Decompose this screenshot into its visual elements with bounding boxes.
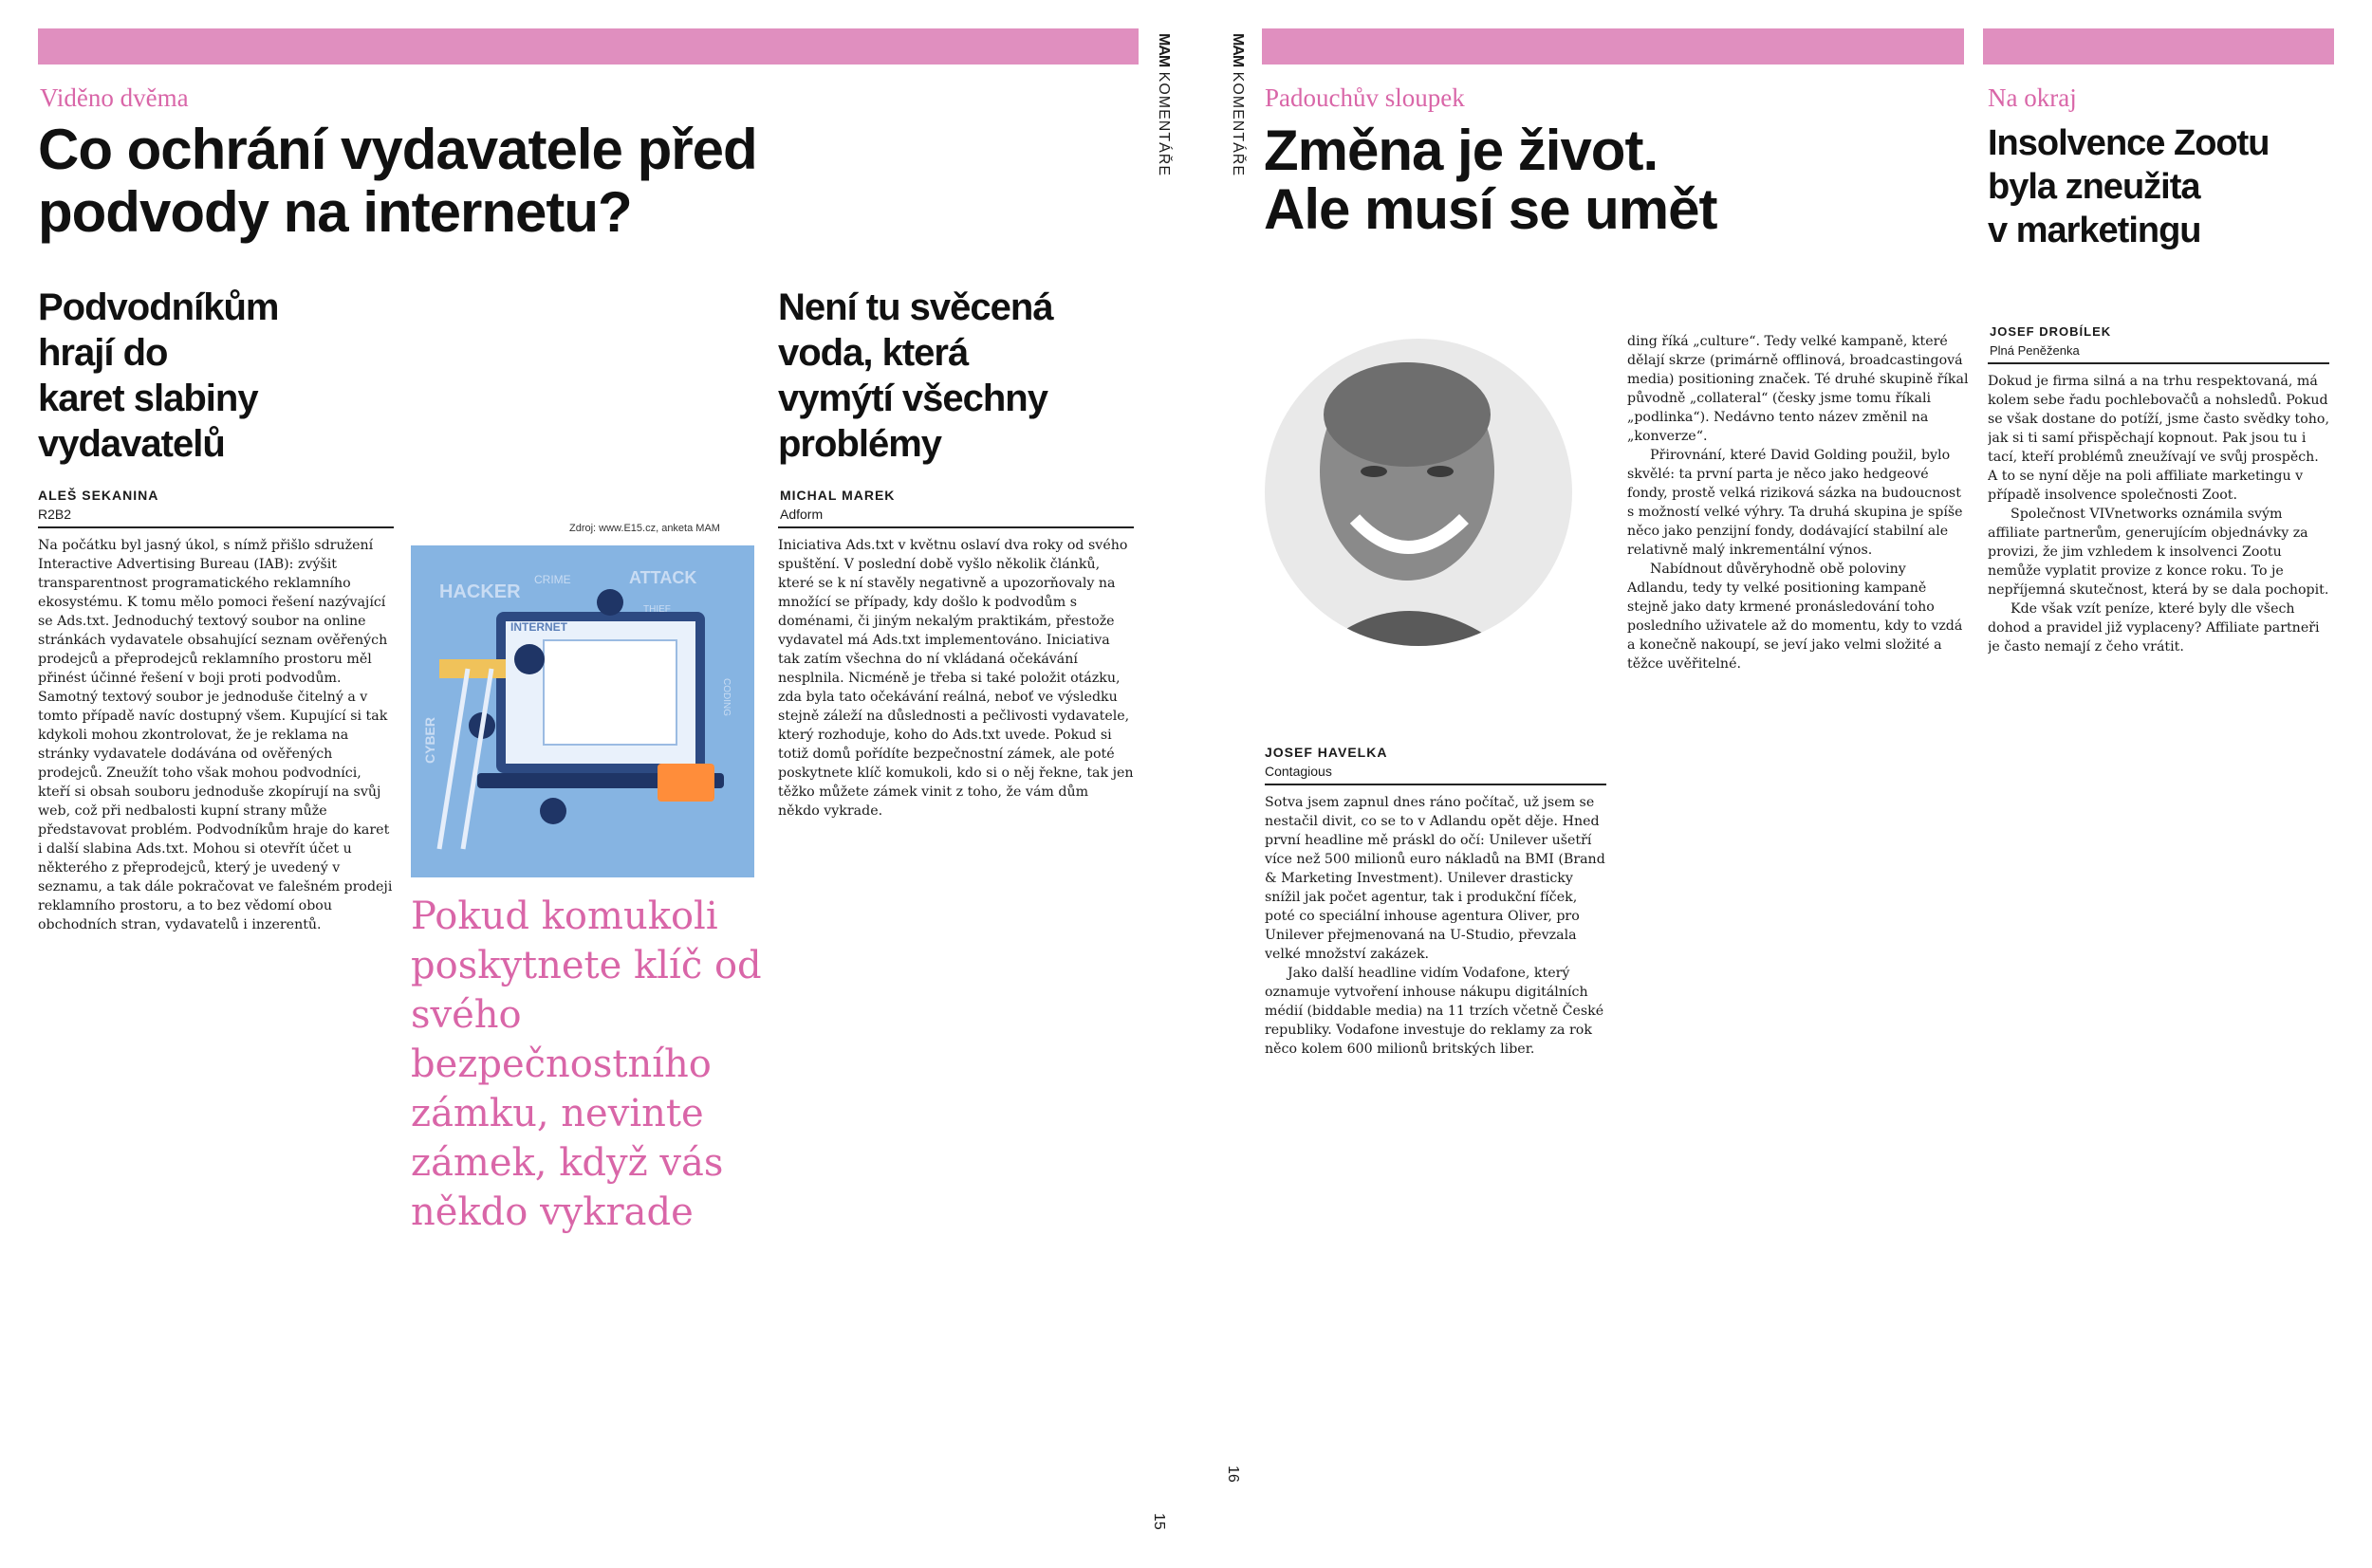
hacker-illustration-graphic bbox=[411, 545, 754, 877]
author-portrait-graphic bbox=[1265, 339, 1572, 646]
pullquote: Pokud komukoli poskytnete klíč od svého bezpečnostního zámku, nevinte zámek, když vás někdo vykrade bbox=[411, 895, 762, 1234]
word-hacker: HACKER bbox=[439, 581, 521, 602]
left-top-bar bbox=[38, 28, 1139, 65]
article-a-author: ALEŠ SEKANINA R2B2 bbox=[38, 488, 159, 522]
right-author-rule bbox=[1265, 784, 1606, 785]
word-attack: ATTACK bbox=[629, 568, 697, 587]
right-column-label: MAM KOMENTÁŘE bbox=[1230, 33, 1246, 177]
article-a-headline: Podvodníkům hrají do karet slabiny vydavatelů bbox=[38, 286, 279, 465]
word-internet: INTERNET bbox=[510, 620, 567, 634]
sidebar-body: Dokud je firma silná a na trhu respektovaná, má kolem sebe řadu pochlebovačů a nohsledů. Pokud se však dostane do potíží, jsme často svědky toho, jak si ti samí přispěchají kopnout. Pak jsou tu i tací, kteří problémů zneužívají ve svůj prospěch. A to se nyní děje na poli affiliate marketingu v případě insolvence společnosti Zoot. Společnost VIVnetworks oznámila svým affiliate partnerům, generujícím objednávky za provizi, že jim vzhledem k insolvenci Zootu nemůže vyplatit provize z konce roku. To je nepříjemná skutečnost, která by se dala pochopit. Kde však vzít peníze, které byly dle všech dohod a pravidel již vyplaceny? Affiliate partneři je často nemají z čeho vrátit. bbox=[1988, 374, 2329, 655]
word-crime: CRIME bbox=[534, 573, 571, 586]
article-a-rule bbox=[38, 526, 394, 528]
article-b-author: MICHAL MAREK Adform bbox=[780, 488, 896, 522]
article-b-body: Iniciativa Ads.txt v květnu oslaví dva roky od svého spuštění. V poslední době vyšlo několik článků, které se k ní stavěly negativně a upozorňovaly na množící se případy, kdy došlo k podvodům s doménami, či jiným nekalým praktikám, přestože vydavatel má Ads.txt implementováno. Iniciativa tak zatím všechna do ní vkládaná očekávání nesplnila. Nicméně je třeba si také položit otázku, zda byla tato očekávání reálná, neboť ve výsledku stejně záleží na důslednosti a pečlivosti vydavatele, který rozhoduje, koho do Ads.txt uvede. Pokud si totiž domů pořídíte bezpečnostní zámek, ale poté poskytnete klíč komukoli, kdo si o něj řekne, tak jen těžko můžete zámek vinit z toho, že vám dům někdo vykrade. bbox=[778, 538, 1134, 819]
illustration-source: Zdroj: www.E15.cz, anketa MAM bbox=[569, 523, 720, 534]
right-column-2-body: ding říká „culture“. Tedy velké kampaně, které dělají skrze (primárně offlinová, broadcastingová media) positioning značek. Té druhé skupině říkal původně „collateral“ (česky jsme tomu říkali „podlinka“). Nedávno tento název změnil na „konverze“. Přirovnání, které David Golding použil, bylo skvělé: ta první parta je něco jako hedgeové fondy, prostě velká riziková sázka na budoucnost s možností velké výhry. Ta druhá skupina je spíše něco jako penzijní fondy, dodávající stabilní ale relativně malý inkrementální výnos. Nabídnout důvěryhodně obě poloviny Adlandu, tedy ty velké positioning kampaně stejně jako daty krmené pronásledování toho posledního uživatele až do momentu, kdy to vzdá a konečně nakoupí, se jeví jako velmi složité a těžce uvěřitelné. bbox=[1627, 334, 1969, 672]
article-b-headline: Není tu svěcená voda, která vymýtí všechny problémy bbox=[778, 286, 1053, 465]
left-main-headline: Co ochrání vydavatele před podvody na internetu? bbox=[38, 118, 757, 244]
article-a-body: Na počátku byl jasný úkol, s nímž přišlo sdružení Interactive Advertising Bureau (IAB): zvýšit transparentnost programatického reklamního ekosystému. K tomu mělo pomoci řešení nazývající se Ads.txt. Jednoduchý textový soubor na online stránkách vydavatele obsahující seznam ověřených prodejců a přeprodejců reklamního prostoru měl přinést účinné řešení v boji proti podvodům. Samotný textový soubor je jednoduše čitelný a v tomto případě navíc dostupný všem. Kupující si tak kdykoli mohou zkontrolovat, že je reklama na stránky vydavatele dodávána od ověřených prodejců. Zneužít toho však mohou podvodníci, kteří si obsah souboru jednoduše zkopírují na svůj web, což při nedbalosti kupní strany může představovat problém. Podvodníkům hraje do karet i další slabina Ads.txt. Mohou si otevřít účet u některého z přeprodejců, který je uvedený v seznamu, a tak dále pokračovat ve falešném prodeji reklamního prostoru, a to bez vědomí obou obchodních stran, vydavatelů i inzerentů. bbox=[38, 538, 393, 932]
word-coding: CODING bbox=[721, 678, 732, 716]
sidebar-headline: Insolvence Zootu byla zneužita v marketingu bbox=[1988, 123, 2270, 250]
sidebar-kicker: Na okraj bbox=[1988, 83, 2077, 112]
right-author: JOSEF HAVELKA Contagious bbox=[1265, 745, 1388, 779]
sidebar-rule bbox=[1988, 362, 2329, 364]
author-portrait bbox=[1265, 339, 1572, 646]
left-kicker: Viděno dvěma bbox=[40, 83, 189, 112]
right-main-headline: Změna je život. Ale musí se umět bbox=[1264, 119, 1717, 241]
left-page-number: 15 bbox=[1151, 1513, 1167, 1530]
word-cyber: CYBER bbox=[422, 716, 437, 764]
article-b-rule bbox=[778, 526, 1134, 528]
right-top-bar-main bbox=[1262, 28, 1964, 65]
right-top-bar-sidebar bbox=[1983, 28, 2334, 65]
left-column-label: MAM KOMENTÁŘE bbox=[1156, 33, 1172, 177]
word-thief: THIEF bbox=[643, 604, 671, 615]
hacker-illustration bbox=[411, 545, 754, 877]
right-column-1-body: Sotva jsem zapnul dnes ráno počítač, už jsem se nestačil divit, co se to v Adlandu opět děje. Hned první headline mě práskl do očí: Unilever ušetří více než 500 milionů euro nákladů na BMI (Brand & Marketing Investment). Unilever drasticky snížil jak počet agentur, tak i produkční fíček, poté co speciální inhouse agentura Oliver, pro Unilever přejmenovaná na U-Studio, převzala velké množství zakázek. Jako další headline vidím Vodafone, který oznamuje vytvoření inhouse nákupu digitálních médií (biddable media) na 11 trzích včetně České republiky. Vodafone investuje do reklamy za rok něco kolem 600 milionů britských liber. bbox=[1265, 795, 1605, 1057]
right-kicker: Padouchův sloupek bbox=[1265, 83, 1465, 112]
sidebar-author: JOSEF DROBÍLEK Plná Peněženka bbox=[1990, 324, 2112, 358]
right-page-number: 16 bbox=[1225, 1466, 1241, 1483]
